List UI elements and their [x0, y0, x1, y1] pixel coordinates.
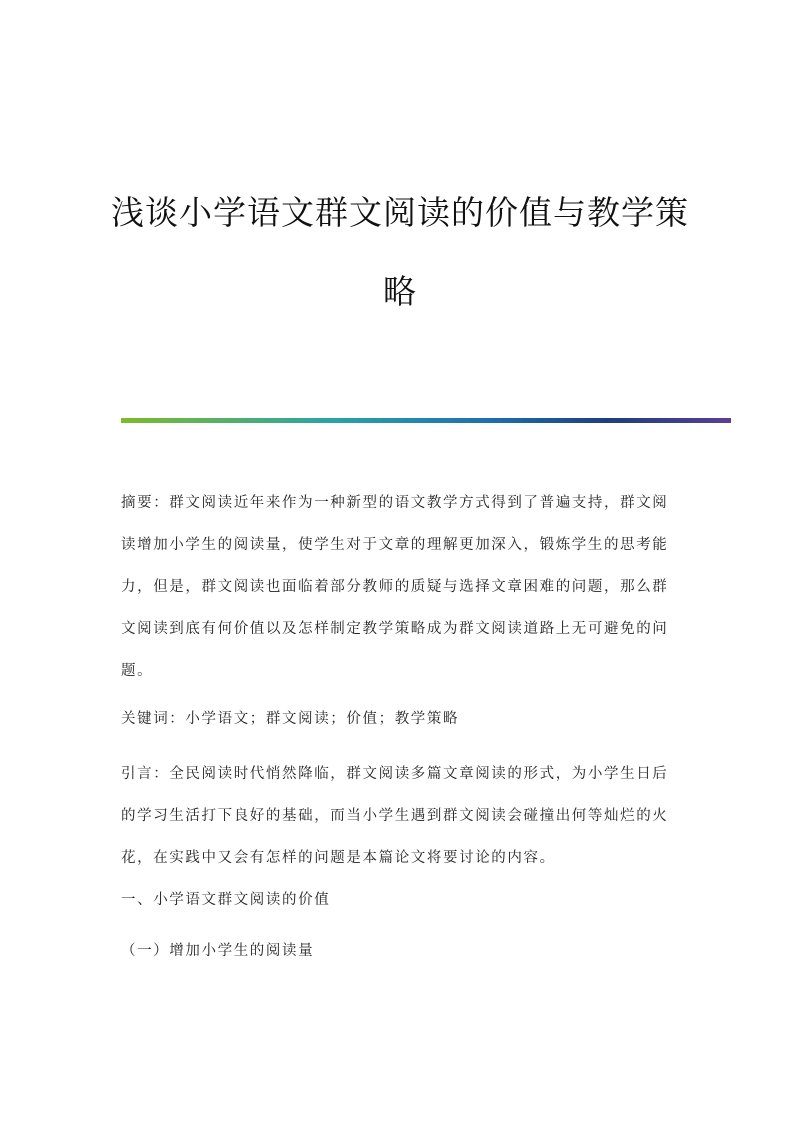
title-divider [121, 418, 731, 423]
section-heading: 一、小学语文群文阅读的价值 [121, 892, 331, 908]
document-title-line2: 略 [383, 272, 417, 311]
subsection-heading: （一）增加小学生的阅读量 [121, 943, 315, 959]
document-title-line1: 浅谈小学语文群文阅读的价值与教学策 [111, 193, 689, 232]
intro-paragraph: 引言：全民阅读时代悄然降临，群文阅读多篇文章阅读的形式，为小学生日后的学习生活打下良好的基础，而当小学生遇到群文阅读会碰撞出何等灿烂的火花，在实践中又会有怎样的问题是本篇论文将要讨论的内容。 [121, 766, 669, 866]
abstract-paragraph: 摘要：群文阅读近年来作为一种新型的语文教学方式得到了普遍支持，群文阅读增加小学生的阅读量，使学生对于文章的理解更加深入，锻炼学生的思考能力，但是，群文阅读也面临着部分教师的质疑与选择文章困难的问题，那么群文阅读到底有何价值以及怎样制定教学策略成为群文阅读道路上无可避免的问题。 [121, 495, 669, 679]
keywords-line: 关键词：小学语文；群文阅读；价值；教学策略 [121, 711, 460, 727]
